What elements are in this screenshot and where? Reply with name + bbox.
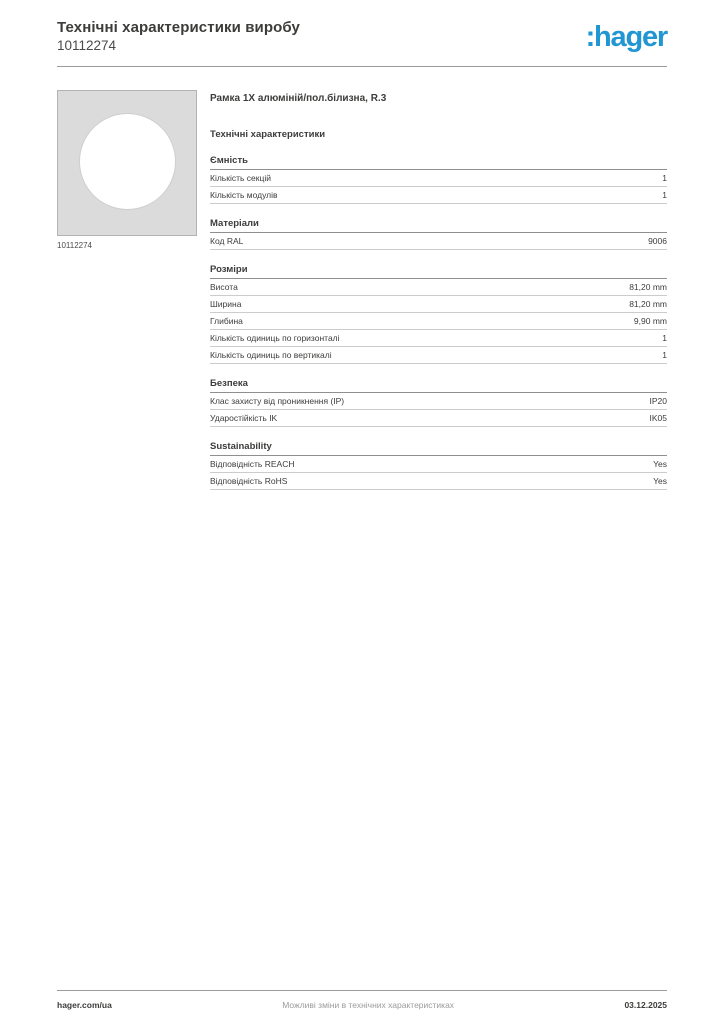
spec-row: [210, 473, 667, 490]
product-image: [57, 90, 197, 236]
section-heading: Розміри: [210, 264, 667, 279]
product-image-caption: 10112274: [57, 241, 92, 250]
page-header: [0, 0, 724, 54]
spec-value: 81,20 mm: [629, 281, 667, 292]
product-frame-circle: [79, 113, 176, 210]
product-image-column: [57, 90, 197, 490]
spec-row: [210, 170, 667, 187]
spec-label: Відповідність RoHS: [210, 475, 288, 486]
footer-website-link[interactable]: hager.com/ua: [57, 1000, 112, 1010]
spec-value: 1: [662, 189, 667, 200]
spec-value: IK05: [649, 412, 667, 423]
spec-row: [210, 456, 667, 473]
product-name: Рамка 1X алюміній/пол.білизна, R.3: [210, 93, 387, 104]
header-product-code: 10112274: [57, 38, 117, 53]
footer-date: 03.12.2025: [624, 1000, 667, 1010]
spec-label: Кількість модулів: [210, 189, 278, 200]
spec-label: Відповідність REACH: [210, 458, 295, 469]
spec-label: Висота: [210, 281, 238, 292]
spec-column: [197, 90, 667, 490]
spec-value: 1: [662, 332, 667, 343]
document-title: Технічні характеристики виробу: [57, 19, 300, 36]
spec-section: [210, 155, 667, 204]
spec-label: Кількість одиниць по вертикалі: [210, 349, 332, 360]
spec-label: Кількість секцій: [210, 172, 271, 183]
spec-label: Клас захисту від проникнення (IP): [210, 395, 345, 406]
spec-value: 9006: [648, 235, 667, 246]
content-area: [0, 67, 724, 490]
spec-row: [210, 233, 667, 250]
spec-label: Ударостійкість IK: [210, 412, 278, 423]
spec-row: [210, 410, 667, 427]
section-heading: Матеріали: [210, 218, 667, 233]
footer-row: [57, 991, 667, 1010]
spec-label: Кількість одиниць по горизонталі: [210, 332, 340, 343]
spec-row: [210, 313, 667, 330]
spec-row: [210, 296, 667, 313]
spec-section-title: Технічні характеристики: [210, 129, 326, 140]
spec-value: Yes: [653, 475, 667, 486]
spec-value: IP20: [649, 395, 667, 406]
spec-value: 1: [662, 172, 667, 183]
footer-disclaimer: Можливі зміни в технічних характеристиках: [282, 1000, 455, 1010]
spec-row: [210, 187, 667, 204]
spec-row: [210, 347, 667, 364]
spec-section: [210, 441, 667, 490]
spec-value: 9,90 mm: [633, 315, 667, 326]
spec-section: [210, 378, 667, 427]
section-heading: Sustainability: [210, 441, 667, 456]
spec-value: 81,20 mm: [629, 298, 667, 309]
spec-section: [210, 264, 667, 364]
spec-value: 1: [662, 349, 667, 360]
section-heading: Ємність: [210, 155, 667, 170]
spec-row: [210, 279, 667, 296]
spec-label: Глибина: [210, 315, 243, 326]
hager-logo: :hager: [585, 21, 667, 53]
spec-sections: [210, 155, 667, 490]
spec-label: Код RAL: [210, 235, 244, 246]
spec-section: [210, 218, 667, 250]
spec-value: Yes: [653, 458, 667, 469]
spec-row: [210, 393, 667, 410]
spec-label: Ширина: [210, 298, 242, 309]
page-footer: [57, 990, 667, 1010]
section-heading: Безпека: [210, 378, 667, 393]
header-title-block: [57, 18, 300, 54]
spec-row: [210, 330, 667, 347]
